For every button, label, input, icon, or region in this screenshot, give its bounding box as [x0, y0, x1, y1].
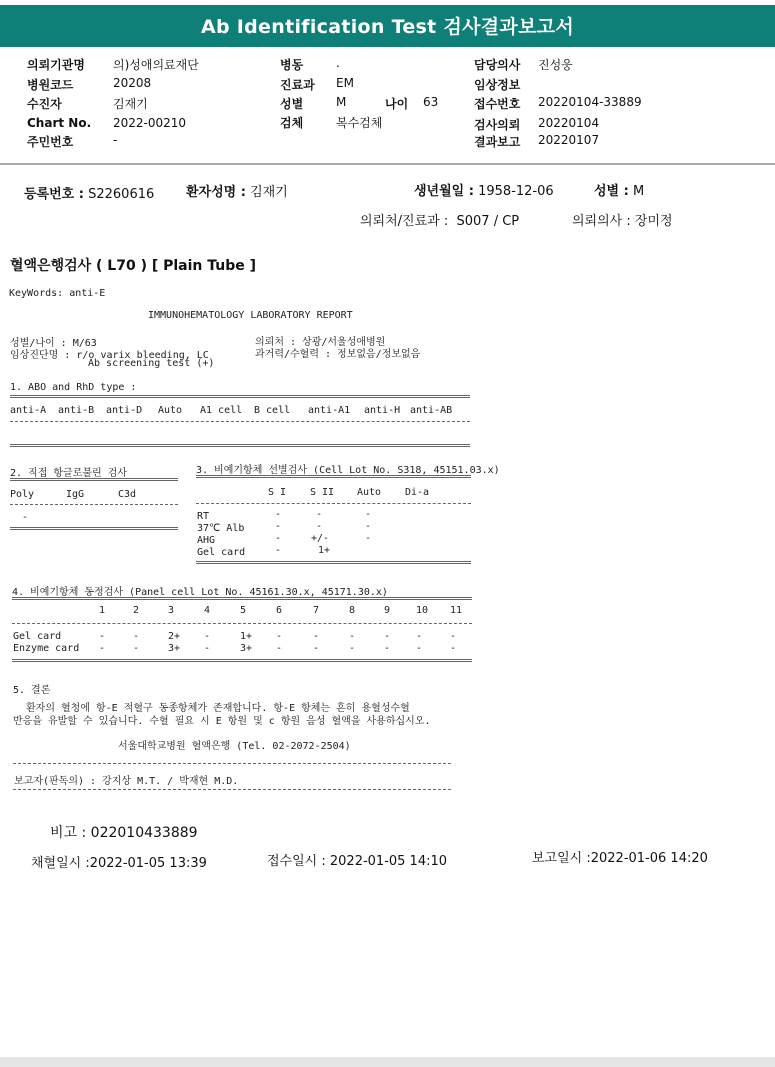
header-label: Chart No.	[27, 116, 92, 130]
panel-cell: 2+	[168, 631, 181, 642]
panel-cell: -	[384, 631, 391, 642]
panel-cell: -	[204, 643, 211, 654]
abo-header-5: A1 cell	[200, 405, 243, 416]
abo-mid-rule	[10, 421, 470, 422]
header-dept-label	[280, 76, 315, 93]
abo-header-6: B cell	[254, 405, 291, 416]
screen-header-2: S II	[310, 487, 335, 498]
reporter-line: 보고자(판독의) : 강지상 M.T. / 박재현 M.D.	[14, 776, 239, 787]
header-label: 주민번호	[27, 135, 74, 149]
header-label: 담당의사	[474, 58, 521, 72]
dat-top-rule	[10, 478, 178, 481]
header-value: 2022-00210	[113, 116, 187, 130]
dept-label: 의뢰처/진료과 :	[360, 214, 449, 229]
panel-cell-number: 8	[349, 605, 356, 616]
panel-cell: 3+	[168, 643, 181, 654]
panel-cell: -	[204, 631, 211, 642]
abo-top-rule	[10, 395, 470, 398]
header-divider	[0, 163, 775, 165]
header-label: 병동	[280, 58, 304, 72]
doctor-label: 의뢰의사 :	[572, 214, 631, 229]
header-id-label	[27, 133, 73, 150]
header-label: 성별	[280, 97, 304, 111]
patient-sex	[594, 180, 644, 199]
conclusion-title: 5. 결론	[13, 685, 51, 696]
header-value: 20220104-33889	[538, 95, 642, 109]
patient-dob	[414, 180, 554, 199]
panel-mid-rule	[12, 623, 472, 624]
header-label: 진료과	[280, 78, 315, 92]
screen-header-1: S I	[268, 487, 287, 498]
panel-cell-number: 5	[240, 605, 247, 616]
panel-cell: -	[99, 631, 106, 642]
dob-value: 1958-12-06	[478, 184, 554, 199]
panel-cell-number: 10	[416, 605, 429, 616]
collected-datetime: 채혈일시 :2022-01-05 13:39	[31, 856, 207, 871]
panel-cell: -	[349, 643, 356, 654]
header-value: 20208	[113, 76, 152, 90]
dat-bottom-rule	[10, 527, 178, 530]
dat-value: -	[22, 512, 29, 523]
panel-cell: -	[99, 643, 106, 654]
panel-cell: -	[133, 643, 140, 654]
panel-cell-number: 9	[384, 605, 391, 616]
panel-cell: -	[349, 631, 356, 642]
panel-cell: -	[313, 643, 320, 654]
header-value: 김재기	[113, 97, 148, 111]
conclusion-line-1: 환자의 혈청에 항-E 적혈구 동종항체가 존재합니다. 항-E 항체는 흔히 용혈성수혈	[26, 703, 410, 714]
screen-cell: -	[365, 533, 372, 544]
panel-cell-number: 11	[450, 605, 463, 616]
lab-report-title: IMMUNOHEMATOLOGY LABORATORY REPORT	[148, 310, 353, 321]
reporter-top-rule	[13, 763, 451, 764]
panel-cell: -	[384, 643, 391, 654]
screen-header-4: Di-a	[405, 487, 430, 498]
referral-line: 의뢰처 : 상광/서울성애병원	[255, 337, 386, 348]
panel-cell-number: 3	[168, 605, 175, 616]
received-datetime: 접수일시 : 2022-01-05 14:10	[267, 854, 448, 869]
header-ward-label	[280, 56, 303, 73]
header-institution	[27, 56, 85, 73]
header-value: 의)성애의료재단	[113, 58, 199, 72]
panel-cell-number: 4	[204, 605, 211, 616]
history-line: 과거력/수혈력 : 정보없음/정보없음	[255, 349, 421, 360]
screen-cell: -	[316, 521, 323, 532]
header-label: 나이	[385, 97, 409, 111]
abo-header-7: anti-A1	[308, 405, 351, 416]
screen-cell: -	[316, 509, 323, 520]
screen-cell: -	[365, 509, 372, 520]
screen-row-label: Gel card	[197, 547, 246, 558]
referral-dept	[360, 210, 519, 229]
reg-number	[24, 183, 154, 202]
referral-doctor	[572, 210, 673, 229]
name-value: 김재기	[250, 185, 288, 200]
screen-cell: -	[275, 521, 282, 532]
dept-value: S007 / CP	[456, 214, 520, 229]
abo-header-4: Auto	[158, 405, 183, 416]
screen-row-label: RT	[197, 511, 210, 522]
panel-cell: -	[416, 631, 423, 642]
header-label: 병원코드	[27, 78, 74, 92]
header-request-label	[474, 116, 520, 133]
section-title: 혈액은행검사 ( L70 ) [ Plain Tube ]	[10, 258, 257, 274]
patient-name	[186, 181, 288, 200]
header-age-label	[385, 95, 408, 112]
screen-mid-rule	[196, 503, 471, 504]
screen-top-rule	[196, 475, 471, 478]
panel-cell-number: 1	[99, 605, 106, 616]
screen-cell: -	[275, 545, 282, 556]
panel-cell: -	[276, 643, 283, 654]
panel-cell: -	[450, 631, 457, 642]
header-label: 수진자	[27, 97, 62, 111]
screen-row-label: AHG	[197, 535, 216, 546]
sex-age-line: 성별/나이 : M/63	[10, 338, 97, 349]
abo-header-9: anti-AB	[410, 405, 453, 416]
conclusion-line-2: 반응을 유발할 수 있습니다. 수혈 필요 시 E 항원 및 c 항원 음성 혈액을 사용하십시오.	[13, 716, 431, 727]
dat-mid-rule	[10, 504, 178, 505]
doctor-value: 장미정	[634, 214, 673, 229]
screen-header-3: Auto	[357, 487, 382, 498]
reporter-bottom-rule	[13, 789, 451, 790]
remark: 비고 : 022010433889	[50, 825, 198, 841]
screen-cell: -	[275, 533, 282, 544]
hospital-contact: 서울대학교병원 혈액은행 (Tel. 02-2072-2504)	[118, 741, 351, 752]
screen-row-label: 37℃ Alb	[197, 523, 245, 534]
reported-datetime: 보고일시 :2022-01-06 14:20	[532, 851, 708, 866]
header-age-value: 63	[423, 95, 439, 109]
screen-cell: 1+	[318, 545, 331, 556]
screen-cell: -	[275, 509, 282, 520]
header-hospital-code-label	[27, 76, 73, 93]
diagnosis-line: 임상진단명 : r/o varix bleeding, LC	[10, 350, 209, 361]
screen-title: 3. 비예기항체 선별검사 (Cell Lot No. S318, 45151.03.x)	[196, 465, 500, 476]
header-value: -	[113, 133, 118, 147]
header-label: 검체	[280, 116, 304, 130]
header-value: .	[336, 56, 340, 70]
reg-label: 등록번호 :	[24, 187, 84, 202]
header-label: 의뢰기관명	[27, 58, 85, 72]
panel-title: 4. 비예기항체 동정검사 (Panel cell Lot No. 45161.30.x, 45171.30.x)	[12, 587, 388, 598]
panel-cell: 3+	[240, 643, 253, 654]
abo-header-8: anti-H	[364, 405, 401, 416]
abo-header-1: anti-A	[10, 405, 47, 416]
header-value: 20220107	[538, 133, 600, 147]
panel-cell: -	[276, 631, 283, 642]
header-specimen-label	[280, 114, 303, 131]
keywords: KeyWords: anti-E	[9, 288, 106, 299]
reg-value: S2260616	[88, 187, 155, 202]
header-value: 20220104	[538, 116, 600, 130]
sex-label: 성별 :	[594, 184, 629, 199]
header-sex-label	[280, 95, 303, 112]
panel-cell-number: 7	[313, 605, 320, 616]
header-patient-label	[27, 95, 62, 112]
report-title: Ab Identification Test 검사결과보고서	[200, 16, 575, 38]
dat-header-3: C3d	[118, 489, 137, 500]
screen-bottom-rule	[196, 561, 471, 564]
panel-top-rule	[12, 597, 472, 600]
diagnosis-line-2: Ab screening test (+)	[88, 358, 215, 369]
dat-title: 2. 직접 항글로불린 검사	[10, 468, 128, 479]
header-label: 결과보고	[474, 135, 521, 149]
panel-cell: -	[313, 631, 320, 642]
sex-value: M	[632, 184, 645, 199]
header-label: 접수번호	[474, 97, 521, 111]
abo-header-2: anti-B	[58, 405, 95, 416]
header-label: 검사의뢰	[474, 118, 521, 132]
panel-cell-number: 2	[133, 605, 140, 616]
dob-label: 생년월일 :	[414, 184, 474, 199]
header-value: M	[336, 95, 347, 109]
abo-title: 1. ABO and RhD type :	[10, 382, 137, 393]
title-banner	[0, 5, 775, 47]
dat-header-1: Poly	[10, 489, 35, 500]
header-value: 진성웅	[538, 58, 573, 72]
header-label: 임상정보	[474, 78, 521, 92]
header-accession-label	[474, 95, 520, 112]
panel-bottom-rule	[12, 659, 472, 662]
name-label: 환자성명 :	[186, 185, 246, 200]
abo-bottom-rule	[10, 444, 470, 447]
header-chart-label	[27, 116, 91, 130]
panel-cell: 1+	[240, 631, 253, 642]
header-value: EM	[336, 76, 354, 90]
screen-cell: -	[365, 521, 372, 532]
panel-cell: -	[133, 631, 140, 642]
screen-cell: +/-	[311, 533, 330, 544]
panel-row-label: Gel card	[13, 631, 62, 642]
header-result-label	[474, 133, 520, 150]
panel-cell-number: 6	[276, 605, 283, 616]
header-clinical-label	[474, 76, 520, 93]
dat-header-2: IgG	[66, 489, 85, 500]
panel-cell: -	[450, 643, 457, 654]
header-value: 복수검체	[336, 116, 383, 130]
abo-header-3: anti-D	[106, 405, 143, 416]
header-doctor-label	[474, 56, 520, 73]
panel-row-label: Enzyme card	[13, 643, 80, 654]
panel-cell: -	[416, 643, 423, 654]
